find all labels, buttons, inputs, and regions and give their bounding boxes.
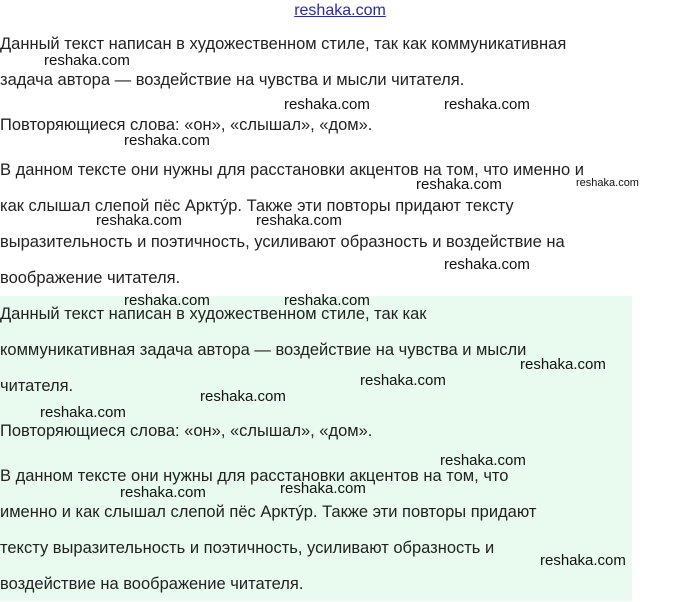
paragraph-line: В данном тексте они нужны для расстановки акцентов на том, что — [0, 467, 509, 485]
watermark: reshaka.com — [284, 292, 370, 309]
paragraph-line: В данном тексте они нужны для расстановки акцентов на том, что именно и — [0, 161, 584, 179]
paragraph-line: выразительность и поэтичность, усиливают образность и воздействие на — [0, 233, 565, 251]
watermark: reshaka.com — [540, 552, 626, 569]
paragraph-line: Данный текст написан в художественном стиле, так как коммуникативная — [0, 35, 567, 53]
site-header-link[interactable]: reshaka.com — [294, 2, 386, 19]
watermark: reshaka.com — [416, 176, 502, 193]
paragraph-line: Данный текст написан в художественном стиле, так как — [0, 305, 427, 323]
paragraph-line: Повторяющиеся слова: «он», «слышал», «дом». — [0, 422, 373, 440]
watermark: reshaka.com — [124, 132, 210, 149]
watermark: reshaka.com — [440, 452, 526, 469]
paragraph-line: воображение читателя. — [0, 269, 181, 287]
paragraph-line: читателя. — [0, 377, 74, 395]
watermark: reshaka.com — [96, 212, 182, 229]
paragraph-line: воздействие на воображение читателя. — [0, 575, 304, 593]
paragraph-line: Повторяющиеся слова: «он», «слышал», «дом». — [0, 116, 373, 134]
paragraph-line: именно и как слышал слепой пёс Арктýр. Также эти повторы придают — [0, 503, 537, 521]
watermark: reshaka.com — [44, 52, 130, 69]
watermark: reshaka.com — [200, 388, 286, 405]
watermark: reshaka.com — [256, 212, 342, 229]
paragraph-line: как слышал слепой пёс Арктýр. Также эти повторы придают тексту — [0, 197, 514, 215]
paragraph-line: коммуникативная задача автора — воздействие на чувства и мысли — [0, 341, 527, 359]
watermark: reshaka.com — [284, 96, 370, 113]
paragraph-line: задача автора — воздействие на чувства и мысли читателя. — [0, 71, 465, 89]
paragraph-line: тексту выразительность и поэтичность, усиливают образность и — [0, 539, 495, 557]
watermark: reshaka.com — [120, 484, 206, 501]
watermark: reshaka.com — [444, 96, 530, 113]
watermark: reshaka.com — [576, 177, 639, 189]
watermark: reshaka.com — [360, 372, 446, 389]
watermark: reshaka.com — [280, 480, 366, 497]
watermark: reshaka.com — [40, 404, 126, 421]
watermark: reshaka.com — [444, 256, 530, 273]
watermark: reshaka.com — [520, 356, 606, 373]
watermark: reshaka.com — [124, 292, 210, 309]
